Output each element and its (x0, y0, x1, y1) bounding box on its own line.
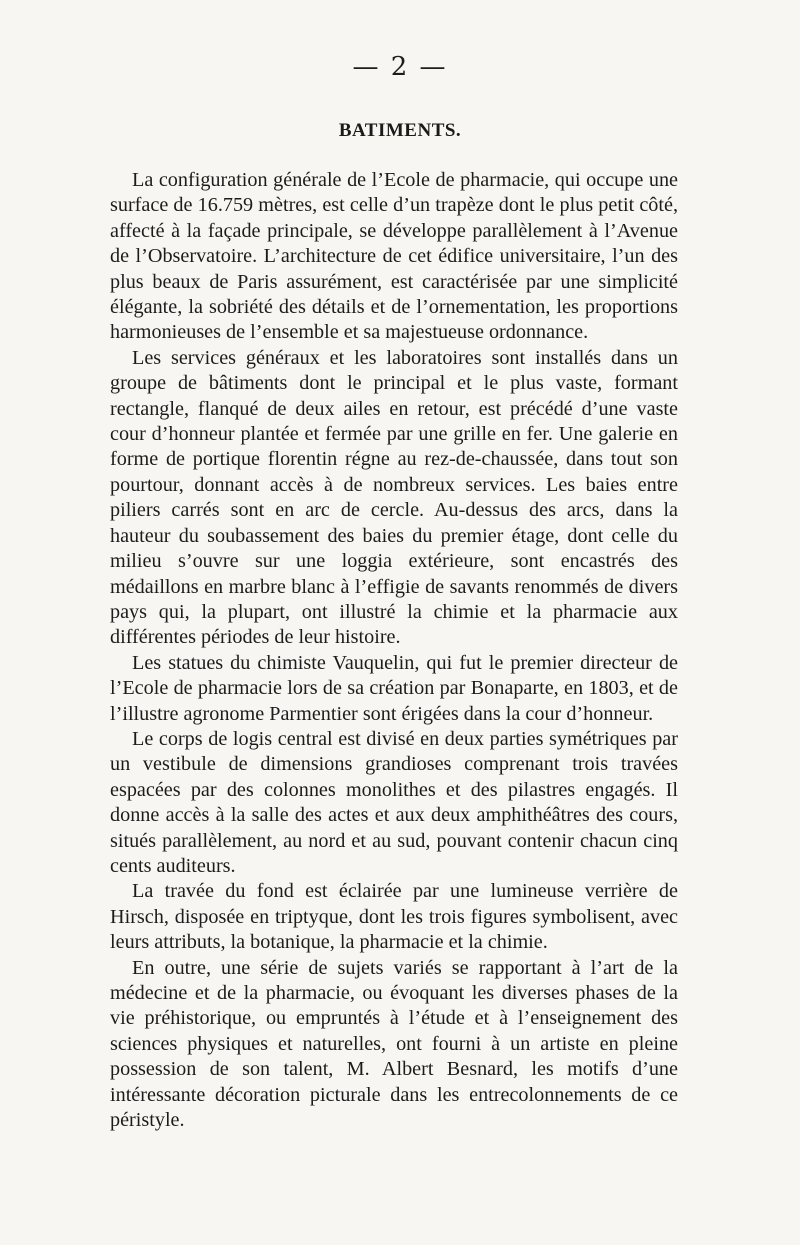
paragraph: Le corps de logis central est divisé en deux parties symétriques par un vestibule de dimensions grandioses comprenant trois travées espacées par des colonnes monolithes et des pilastres engagés. Il donne accès à la salle des actes et aux deux amphithéâtres des cours, situés parallèlement, au nord et au sud, pouvant contenir chacun cinq cents auditeurs. (110, 727, 678, 877)
section-title: BATIMENTS. (338, 120, 462, 141)
paragraph: Les services généraux et les laboratoires sont installés dans un groupe de bâtiments dont le principal et le plus vaste, formant rectangle, flanqué de deux ailes en retour, est précédé d’une vaste cour d’honneur plantée et fermée par une grille en fer. Une galerie en forme de portique florentin régne au rez-de-chaussée, dans tout son pourtour, donnant accès à de nombreux services. Les baies entre piliers carrés sont en arc de cercle. Au-dessus des arcs, dans la hauteur du soubassement des baies du premier étage, dont celle du milieu s’ouvre sur une loggia extérieure, sont encastrés des médaillons en marbre blanc à l’effigie de savants renommés de divers pays qui, la plupart, ont illustré la chimie et la pharmacie aux différentes périodes de leur histoire. (110, 346, 678, 649)
page-number: — 2 — (352, 52, 448, 82)
paragraph: Les statues du chimiste Vauquelin, qui fut le premier directeur de l’Ecole de pharmacie lors de sa création par Bonaparte, en 1803, et de l’illustre agronome Parmentier sont érigées dans la cour d’honneur. (110, 651, 678, 725)
paragraph: La travée du fond est éclairée par une lumineuse verrière de Hirsch, disposée en triptyque, dont les trois figures symbolisent, avec leurs attributs, la botanique, la pharmacie et la chimie. (110, 880, 678, 954)
paragraph: La configuration générale de l’Ecole de pharmacie, qui occupe une surface de 16.759 mètres, est celle d’un trapèze dont le plus petit côté, affecté à la façade principale, se développe parallèlement à l’Avenue de l’Observatoire. L’architecture de cet édifice universitaire, l’un des plus beaux de Paris assurément, est caractérisée par une simplicité élégante, la sobriété des détails et de l’ornementation, les proportions harmonieuses de l’ensemble et sa majestueuse ordonnance. (110, 169, 678, 344)
body-text (110, 168, 678, 1133)
paragraph: En outre, une série de sujets variés se rapportant à l’art de la médecine et de la pharmacie, ou évoquant les diverses phases de la vie préhistorique, ou empruntés à l’étude et à l’enseignement des sciences physiques et naturelles, ont fourni à un artiste en pleine possession de son talent, M. Albert Besnard, les motifs d’une intéressante décoration picturale dans les entrecolonnements de ce péristyle. (110, 956, 678, 1132)
